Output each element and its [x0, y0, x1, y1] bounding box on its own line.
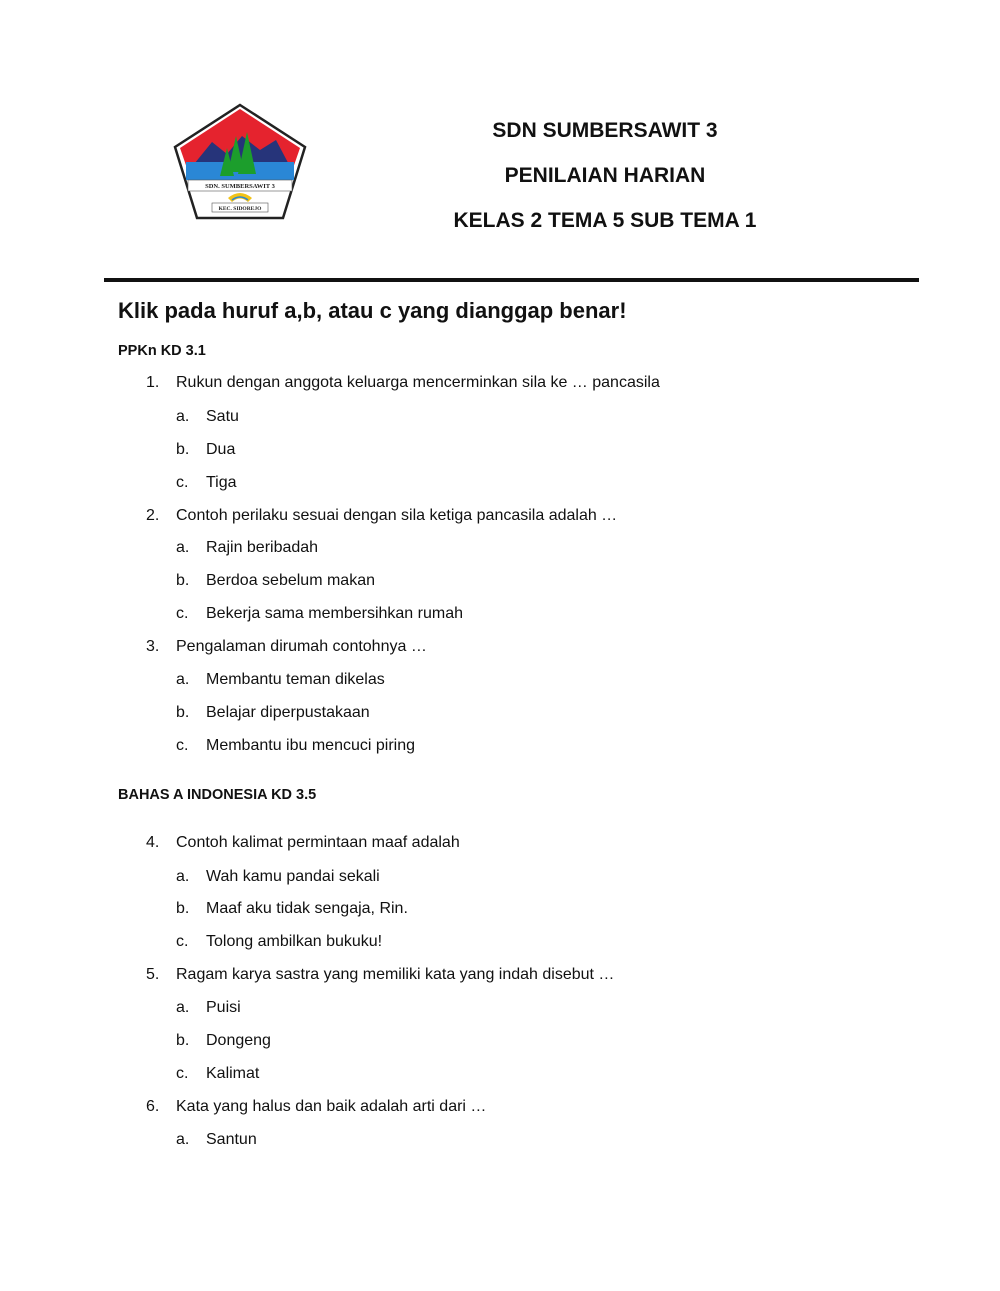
answer-option[interactable]: a. Rajin beribadah: [176, 539, 319, 556]
answer-option[interactable]: c. Membantu ibu mencuci piring: [176, 737, 415, 754]
school-logo: [172, 102, 308, 222]
answer-option[interactable]: a. Santun: [176, 1131, 257, 1148]
section-title: BAHAS A INDONESIA KD 3.5: [118, 787, 317, 803]
answer-option[interactable]: c. Bekerja sama membersihkan rumah: [176, 605, 463, 622]
grade-theme: KELAS 2 TEMA 5 SUB TEMA 1: [453, 209, 757, 232]
answer-option[interactable]: a. Puisi: [176, 999, 241, 1016]
instruction: Klik pada huruf a,b, atau c yang dianggap benar!: [118, 298, 627, 323]
answer-option[interactable]: a. Membantu teman dikelas: [176, 671, 385, 688]
answer-option[interactable]: b. Maaf aku tidak sengaja, Rin.: [176, 900, 408, 917]
answer-option[interactable]: c. Kalimat: [176, 1065, 260, 1082]
section-title: PPKn KD 3.1: [118, 343, 206, 359]
answer-option[interactable]: a. Satu: [176, 408, 239, 425]
answer-option[interactable]: a. Wah kamu pandai sekali: [176, 868, 380, 885]
answer-option[interactable]: b. Dongeng: [176, 1032, 271, 1049]
question: 4. Contoh kalimat permintaan maaf adalah: [146, 834, 460, 851]
answer-option[interactable]: b. Dua: [176, 441, 236, 458]
logo-banner-text: SDN. SUMBERSAWIT 3: [205, 183, 275, 190]
school-name: SDN SUMBERSAWIT 3: [492, 119, 718, 142]
question: 5. Ragam karya sastra yang memiliki kata yang indah disebut …: [146, 966, 615, 983]
question: 3. Pengalaman dirumah contohnya …: [146, 638, 427, 655]
answer-option[interactable]: b. Belajar diperpustakaan: [176, 704, 370, 721]
header-divider: [104, 278, 919, 282]
answer-option[interactable]: b. Berdoa sebelum makan: [176, 572, 375, 589]
answer-option[interactable]: c. Tiga: [176, 474, 237, 491]
question: 6. Kata yang halus dan baik adalah arti dari …: [146, 1098, 487, 1115]
answer-option[interactable]: c. Tolong ambilkan bukuku!: [176, 933, 383, 950]
assessment-title: PENILAIAN HARIAN: [504, 164, 706, 187]
question: 1. Rukun dengan anggota keluarga mencerminkan sila ke … pancasila: [146, 374, 660, 391]
logo-sub-text: KEC. SIDOREJO: [218, 206, 262, 212]
question: 2. Contoh perilaku sesuai dengan sila ketiga pancasila adalah …: [146, 507, 618, 524]
